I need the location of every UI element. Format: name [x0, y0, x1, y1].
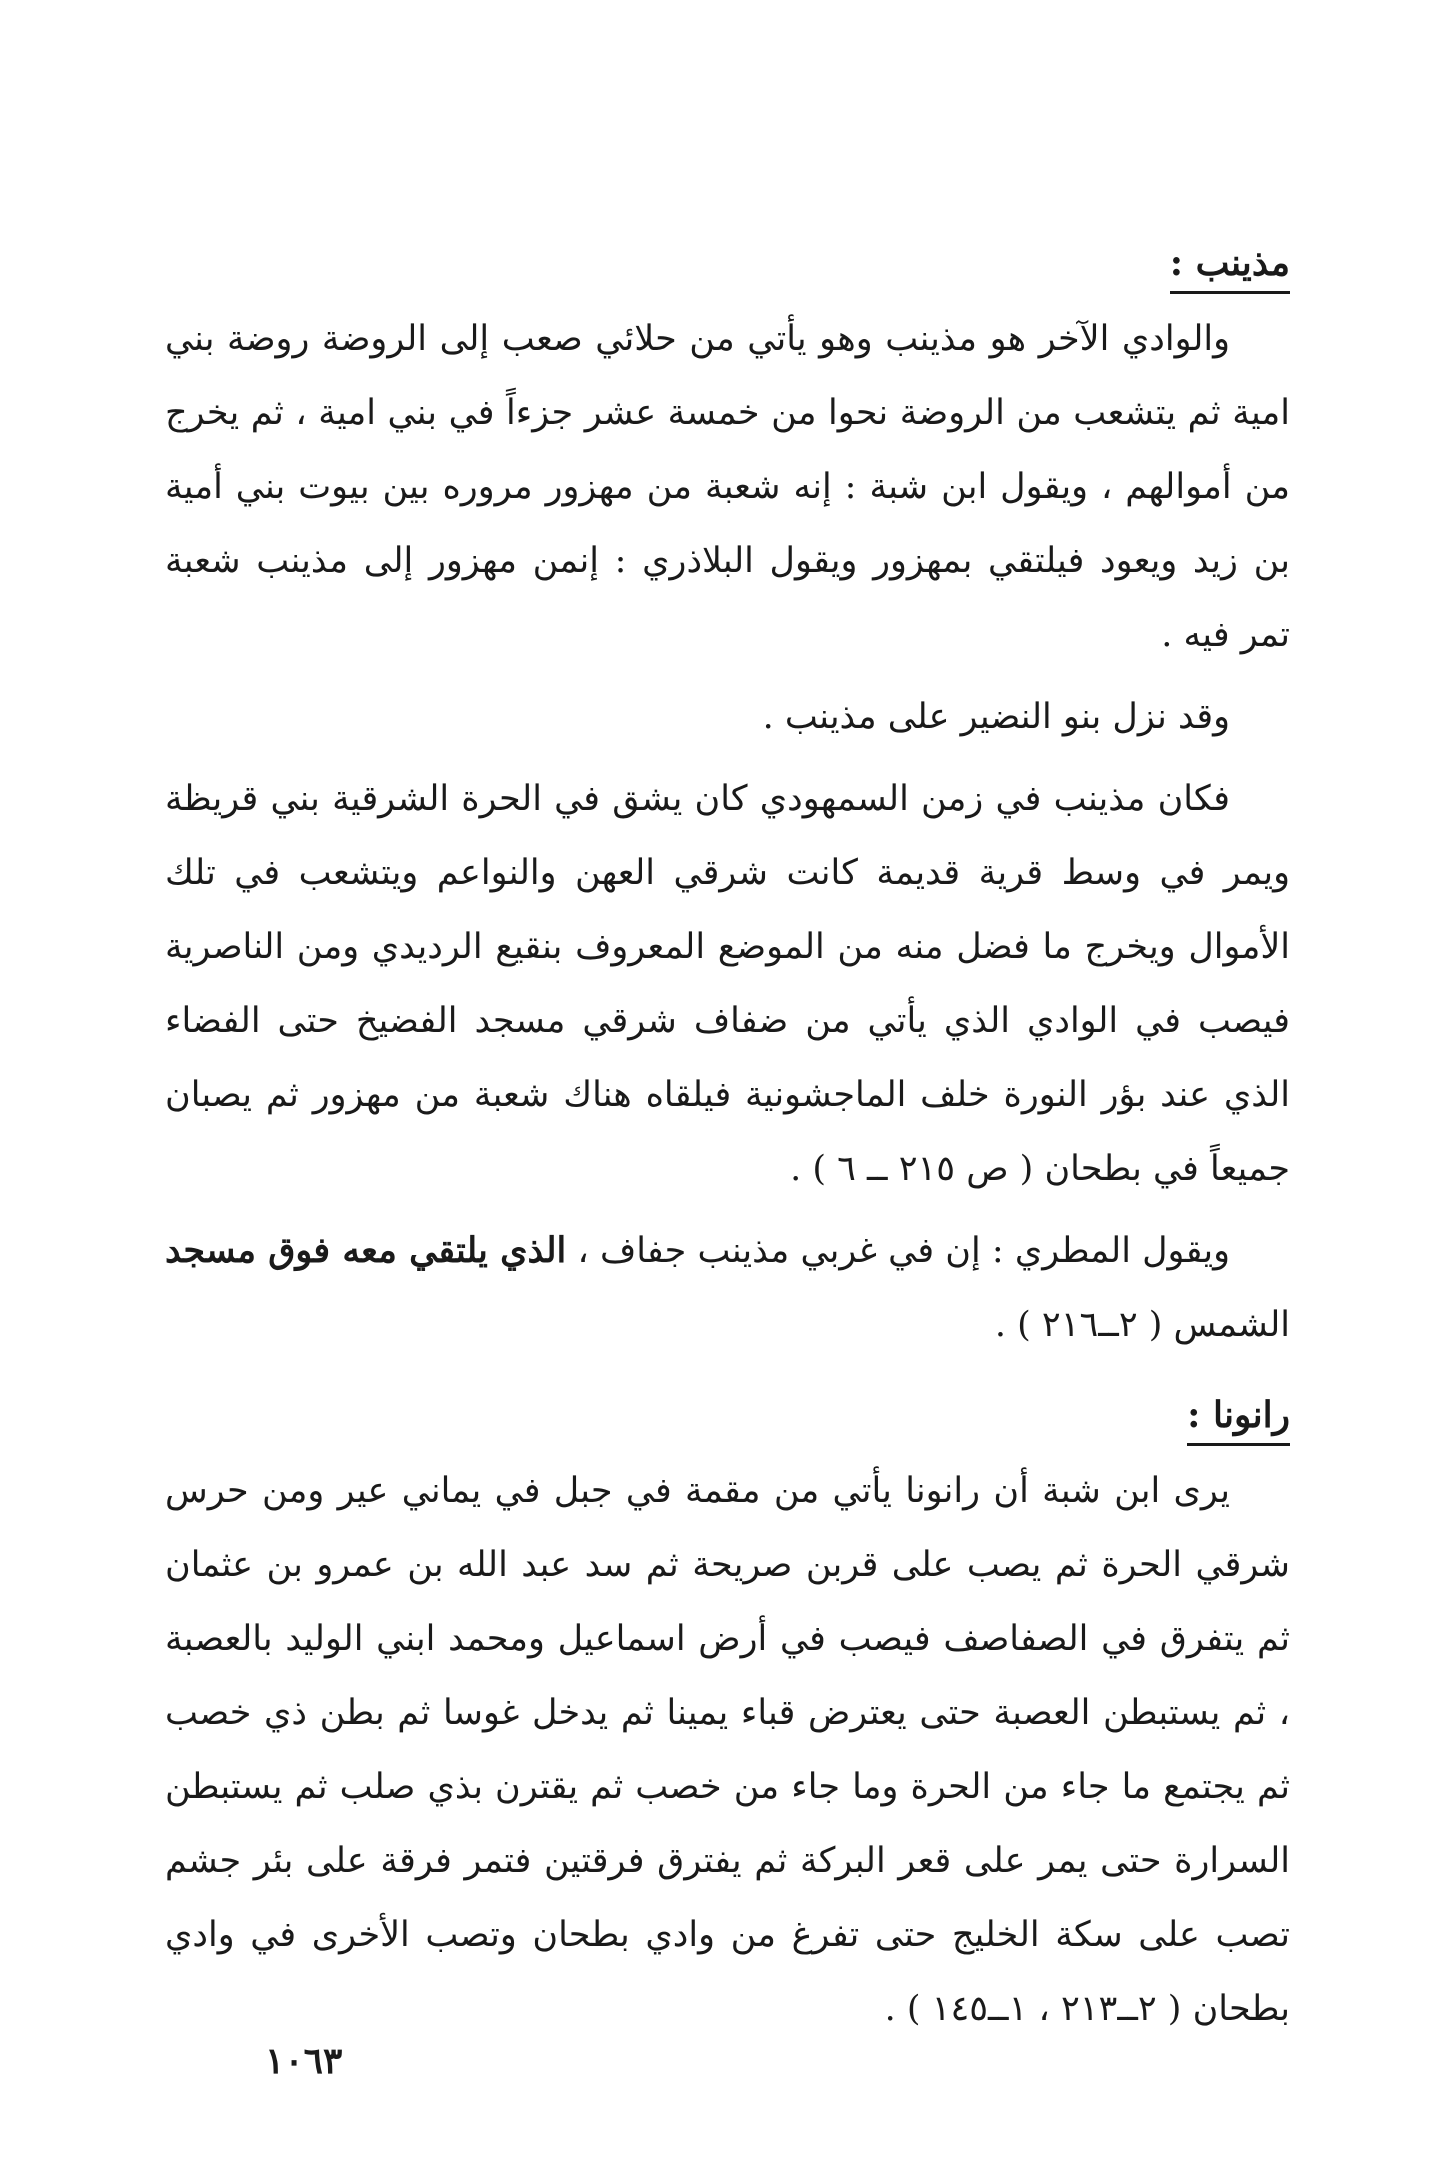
paragraph-mixed	[165, 1214, 1290, 1362]
paragraph: فكان مذينب في زمن السمهودي كان يشق في الحرة الشرقية بني قريظة ويمر في وسط قرية قديمة كانت شرقي العهن والنواعم ويتشعب في تلك الأموال ويخرج ما فضل منه من الموضع المعروف بنقيع الرديدي ومن الناصرية فيصب في الوادي الذي يأتي من ضفاف شرقي مسجد الفضيخ حتى الفضاء الذي عند بؤر النورة خلف الماجشونية فيلقاه هناك شعبة من مهزور ثم يصبان جميعاً في بطحان ( ص ٢١٥ ــ ٦ ) .	[165, 778, 1290, 1189]
paragraph-group	[165, 1454, 1290, 2046]
page-body	[165, 240, 1290, 2076]
paragraph: وقد نزل بنو النضير على مذينب .	[762, 696, 1230, 737]
section-heading: مذينب :	[1170, 240, 1290, 294]
paragraph: يرى ابن شبة أن رانونا يأتي من مقمة في جبل في يماني عير ومن حرس شرقي الحرة ثم يصب على قربن صريحة ثم سد عبد الله بن عمرو بن عثمان ثم يتفرق في الصفاصف فيصب في أرض اسماعيل ومحمد ابني الوليد بالعصبة ، ثم يستبطن العصبة حتى يعترض قباء يمينا ثم يدخل غوسا ثم بطن ذي خصب ثم يجتمع ما جاء من الحرة وما جاء من خصب ثم يقترن بذي صلب ثم يستبطن السرارة حتى يمر على قعر البركة ثم يفترق فرقتين فتمر فرقة على بئر جشم تصب على سكة الخليج حتى تفرغ من وادي بطحان وتصب الأخرى في وادي بطحان ( ٢ــ٢١٣ ، ١ــ١٤٥ ) .	[165, 1470, 1290, 2029]
paragraph-plain-run: ويقول المطري : إن في غربي مذينب جفاف ،	[566, 1230, 1230, 1271]
paragraph-group	[165, 302, 1290, 1362]
section-mudhaynib	[165, 240, 1290, 1362]
paragraph: والوادي الآخر هو مذينب وهو يأتي من حلائي صعب إلى الروضة روضة بني امية ثم يتشعب من الروضة نحوا من خمسة عشر جزءاً في بني امية ، ثم يخرج من أموالهم ، ويقول ابن شبة : إنه شعبة من مهزور مروره بين بيوت بني أمية بن زيد ويعود فيلتقي بمهزور ويقول البلاذري : إنمن مهزور إلى مذينب شعبة تمر فيه .	[165, 318, 1290, 655]
section-ranuna	[165, 1392, 1290, 2046]
section-heading: رانونا :	[1187, 1392, 1290, 1446]
paragraph-tail-run: الشمس ( ٢ــ٢١٦ ) .	[994, 1304, 1290, 1345]
paragraph-bold-run: الذي يلتقي معه فوق مسجد	[165, 1229, 567, 1271]
page-number: ١٠٦٣	[265, 2040, 343, 2082]
